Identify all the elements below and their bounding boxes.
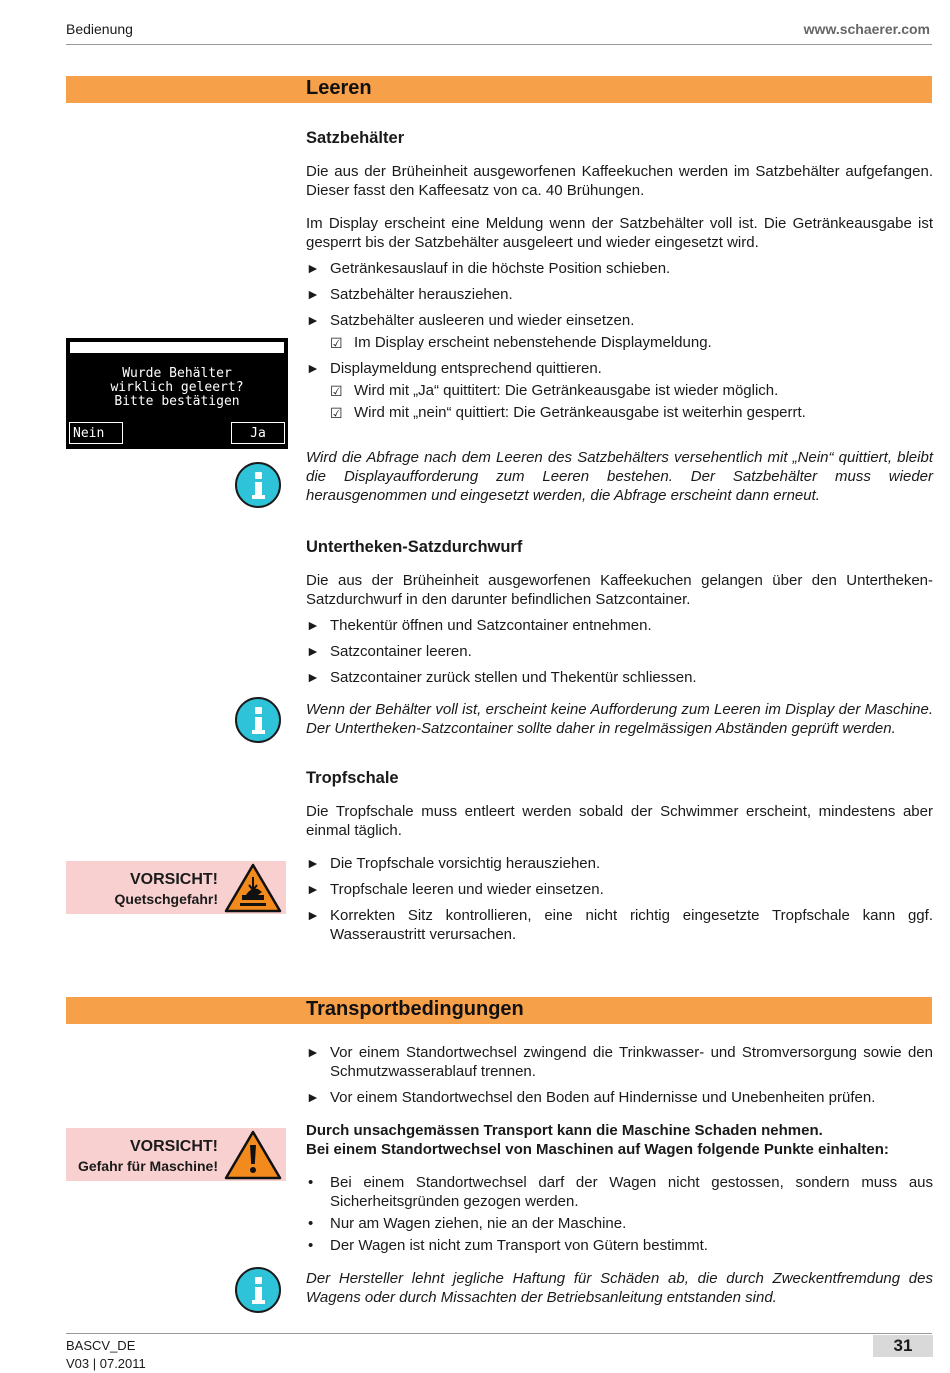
- satz-info-text: Wird die Abfrage nach dem Leeren des Satzbehälters versehentlich mit „Nein“ quittiert, bleibt die Displayaufforderung zum Leeren bestehen. Der Satzbehälter muss wieder herausgenommen und eingesetzt werden, die Abfrage erscheint dann erneut.: [306, 449, 933, 504]
- info-icon: [235, 1267, 281, 1313]
- tropf-paragraph-1: Die Tropfschale muss entleert werden sobald der Schwimmer erscheint, mindestens aber einmal täglich.: [306, 803, 933, 839]
- list-item: ► Satzcontainer zurück stellen und Thekentür schliessen.: [306, 669, 697, 686]
- footer-doc-info: [66, 1337, 146, 1373]
- heading-satzbehaelter: Satzbehälter: [306, 129, 405, 147]
- transport-info-text: Der Hersteller lehnt jegliche Haftung für Schäden ab, die durch Zweckentfremdung des Wagens oder durch Missachten der Betriebsanleitung entstanden sind.: [306, 1270, 933, 1306]
- bullet-icon: •: [308, 1174, 314, 1191]
- arrow-right-icon: ►: [306, 260, 320, 276]
- list-item: ► Satzcontainer leeren.: [306, 643, 472, 660]
- list-item: ► Die Tropfschale vorsichtig herausziehen.: [306, 855, 601, 872]
- list-item: ► Thekentür öffnen und Satzcontainer entnehmen.: [306, 617, 652, 634]
- transport-warning-line-1: Durch unsachgemässen Transport kann die Maschine Schaden nehmen.: [306, 1122, 823, 1139]
- arrow-right-icon: ►: [306, 643, 320, 659]
- warning-title: VORSICHT!: [130, 871, 218, 888]
- section-bar-leeren: [66, 76, 932, 103]
- result-item: ☑ Wird mit „Ja“ quittitert: Die Getränkeausgabe ist wieder möglich.: [330, 382, 779, 399]
- list-item: ► Tropfschale leeren und wieder einsetzen.: [306, 881, 604, 898]
- crush-hazard-icon: [224, 863, 282, 913]
- exclamation-warning-icon: [224, 1130, 282, 1180]
- list-item: • Nur am Wagen ziehen, nie an der Maschine.: [308, 1215, 627, 1232]
- result-item: ☑ Im Display erscheint nebenstehende Displaymeldung.: [330, 334, 712, 351]
- list-item: ► Displaymeldung entsprechend quittieren.: [306, 360, 602, 377]
- satz-paragraph-1: Die aus der Brüheinheit ausgeworfenen Kaffeekuchen werden im Satzbehälter aufgefangen. Dieser fasst den Kaffeesatz von ca. 40 Brühungen.: [306, 163, 933, 199]
- arrow-right-icon: ►: [306, 855, 320, 871]
- list-item: ► Getränkesauslauf in die höchste Position schieben.: [306, 260, 671, 277]
- list-item: ► Korrekten Sitz kontrollieren, eine nicht richtig eingesetzte Tropfschale kann ggf. Wasseraustritt verursachen.: [306, 907, 933, 943]
- arrow-right-icon: ►: [306, 360, 320, 376]
- display-no-button[interactable]: Nein: [69, 422, 123, 444]
- checkbox-checked-icon: ☑: [330, 335, 343, 351]
- satz-paragraph-2: Im Display erscheint eine Meldung wenn der Satzbehälter voll ist. Die Getränkeausgabe ist gesperrt bis der Satzbehälter ausgeleert und wieder eingesetzt wird.: [306, 215, 933, 251]
- footer-version: V03 | 07.2011: [66, 1356, 146, 1371]
- list-item: ► Satzbehälter ausleeren und wieder einsetzen.: [306, 312, 635, 329]
- arrow-right-icon: ►: [306, 286, 320, 302]
- warning-subtitle: Quetschgefahr!: [114, 891, 218, 907]
- arrow-right-icon: ►: [306, 312, 320, 328]
- footer-doc-id: BASCV_DE: [66, 1338, 136, 1353]
- page-number: 31: [893, 1336, 913, 1355]
- section-bar-transport: [66, 997, 932, 1024]
- section-title-transport: Transportbedingungen: [306, 998, 524, 1020]
- checkbox-checked-icon: ☑: [330, 383, 343, 399]
- list-item: • Bei einem Standortwechsel darf der Wagen nicht gestossen, sondern muss aus Sicherheitsgründen gezogen werden.: [308, 1174, 933, 1210]
- list-item: ► Vor einem Standortwechsel zwingend die Trinkwasser- und Stromversorgung sowie den Schmutzwasserablauf trennen.: [306, 1044, 933, 1080]
- info-icon: [235, 462, 281, 508]
- unter-info-text: Wenn der Behälter voll ist, erscheint keine Aufforderung zum Leeren im Display der Maschine. Der Untertheken-Satzcontainer sollte daher in regelmässigen Abständen geprüft werden.: [306, 701, 933, 737]
- header-section-label: Bedienung: [66, 21, 133, 37]
- section-title-leeren: Leeren: [306, 77, 372, 99]
- transport-block: [306, 1043, 933, 1307]
- tropf-block: [306, 769, 933, 944]
- checkbox-checked-icon: ☑: [330, 405, 343, 421]
- arrow-right-icon: ►: [306, 617, 320, 633]
- list-item: ► Satzbehälter herausziehen.: [306, 286, 513, 303]
- arrow-right-icon: ►: [306, 1044, 320, 1060]
- page-number-box: [873, 1335, 933, 1357]
- display-message: [66, 338, 288, 449]
- header-divider: [66, 44, 932, 45]
- bullet-icon: •: [308, 1215, 314, 1232]
- heading-untertheken: Untertheken-Satzdurchwurf: [306, 538, 523, 556]
- heading-tropfschale: Tropfschale: [306, 769, 399, 787]
- list-item: ► Vor einem Standortwechsel den Boden auf Hindernisse und Unebenheiten prüfen.: [306, 1089, 876, 1106]
- satz-block: [306, 129, 933, 505]
- warning-box-crush: [66, 861, 286, 914]
- result-item: ☑ Wird mit „nein“ quittiert: Die Getränkeausgabe ist weiterhin gesperrt.: [330, 404, 806, 421]
- list-item: • Der Wagen ist nicht zum Transport von Gütern bestimmt.: [308, 1237, 708, 1254]
- display-yes-button[interactable]: Ja: [231, 422, 285, 444]
- arrow-right-icon: ►: [306, 881, 320, 897]
- display-text: Wurde Behälter wirklich geleert? Bitte bestätigen: [110, 366, 244, 409]
- transport-warning-line-2: Bei einem Standortwechsel von Maschinen auf Wagen folgende Punkte einhalten:: [306, 1141, 889, 1158]
- arrow-right-icon: ►: [306, 907, 320, 923]
- info-icon: [235, 697, 281, 743]
- display-top-bar: [70, 342, 284, 353]
- arrow-right-icon: ►: [306, 669, 320, 685]
- warning-title: VORSICHT!: [130, 1138, 218, 1155]
- unter-paragraph-1: Die aus der Brüheinheit ausgeworfenen Kaffeekuchen gelangen über den Untertheken-Satzdurchwurf in den darunter befindlichen Satzcontainer.: [306, 572, 933, 608]
- bullet-icon: •: [308, 1237, 314, 1254]
- warning-box-machine: [66, 1128, 286, 1181]
- arrow-right-icon: ►: [306, 1089, 320, 1105]
- unter-block: [306, 538, 933, 738]
- header-website[interactable]: www.schaerer.com: [803, 21, 930, 37]
- warning-subtitle: Gefahr für Maschine!: [77, 1158, 218, 1174]
- footer-divider: [66, 1333, 932, 1334]
